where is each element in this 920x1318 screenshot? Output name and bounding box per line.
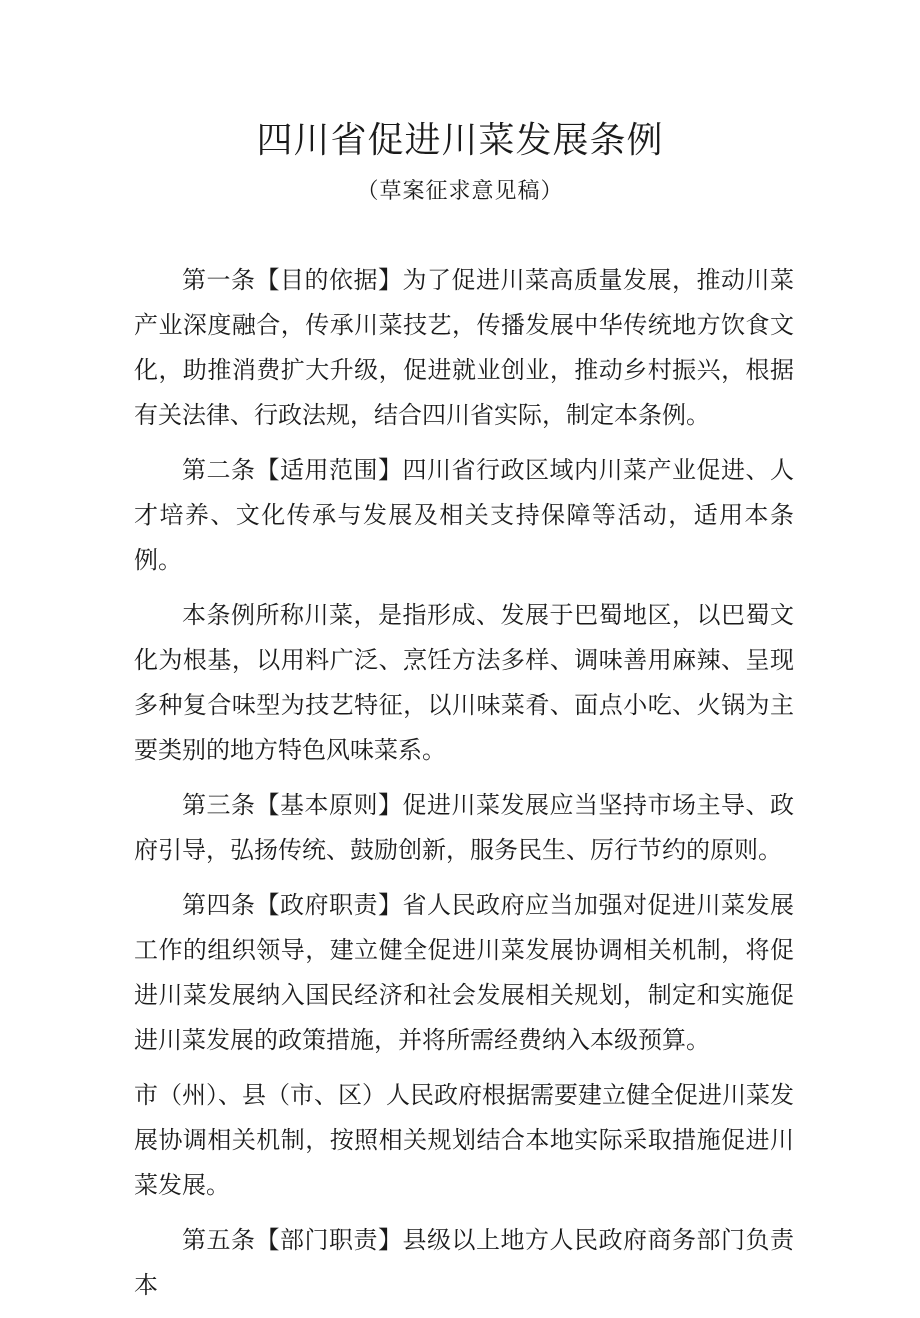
paragraph-article-1: 第一条【目的依据】为了促进川菜高质量发展，推动川菜产业深度融合，传承川菜技艺，传播发展中华传统地方饮食文化，助推消费扩大升级，促进就业创业，推动乡村振兴，根据有关法律、行政法规，结合四川省实际，制定本条例。 (134, 266, 794, 429)
paragraph-definition: 本条例所称川菜，是指形成、发展于巴蜀地区，以巴蜀文化为根基，以用料广泛、烹饪方法多样、调味善用麻辣、呈现多种复合味型为技艺特征，以川味菜肴、面点小吃、火锅为主要类别的地方特色风味菜系。 (134, 601, 794, 764)
paragraph-local-government: 市（州）、县（市、区）人民政府根据需要建立健全促进川菜发展协调相关机制，按照相关规划结合本地实际采取措施促进川菜发展。 (134, 1081, 794, 1199)
paragraph-article-3: 第三条【基本原则】促进川菜发展应当坚持市场主导、政府引导，弘扬传统、鼓励创新，服务民生、厉行节约的原则。 (134, 791, 794, 864)
document-body (134, 258, 794, 1318)
paragraph-article-2: 第二条【适用范围】四川省行政区域内川菜产业促进、人才培养、文化传承与发展及相关支持保障等活动，适用本条例。 (134, 456, 794, 574)
paragraph-article-5: 第五条【部门职责】县级以上地方人民政府商务部门负责本 (134, 1226, 794, 1299)
paragraph-article-4: 第四条【政府职责】省人民政府应当加强对促进川菜发展工作的组织领导，建立健全促进川菜发展协调相关机制，将促进川菜发展纳入国民经济和社会发展相关规划，制定和实施促进川菜发展的政策措施，并将所需经费纳入本级预算。 (134, 891, 794, 1054)
document-subtitle: （草案征求意见稿） (356, 179, 564, 204)
document-title: 四川省促进川菜发展条例 (256, 120, 664, 161)
